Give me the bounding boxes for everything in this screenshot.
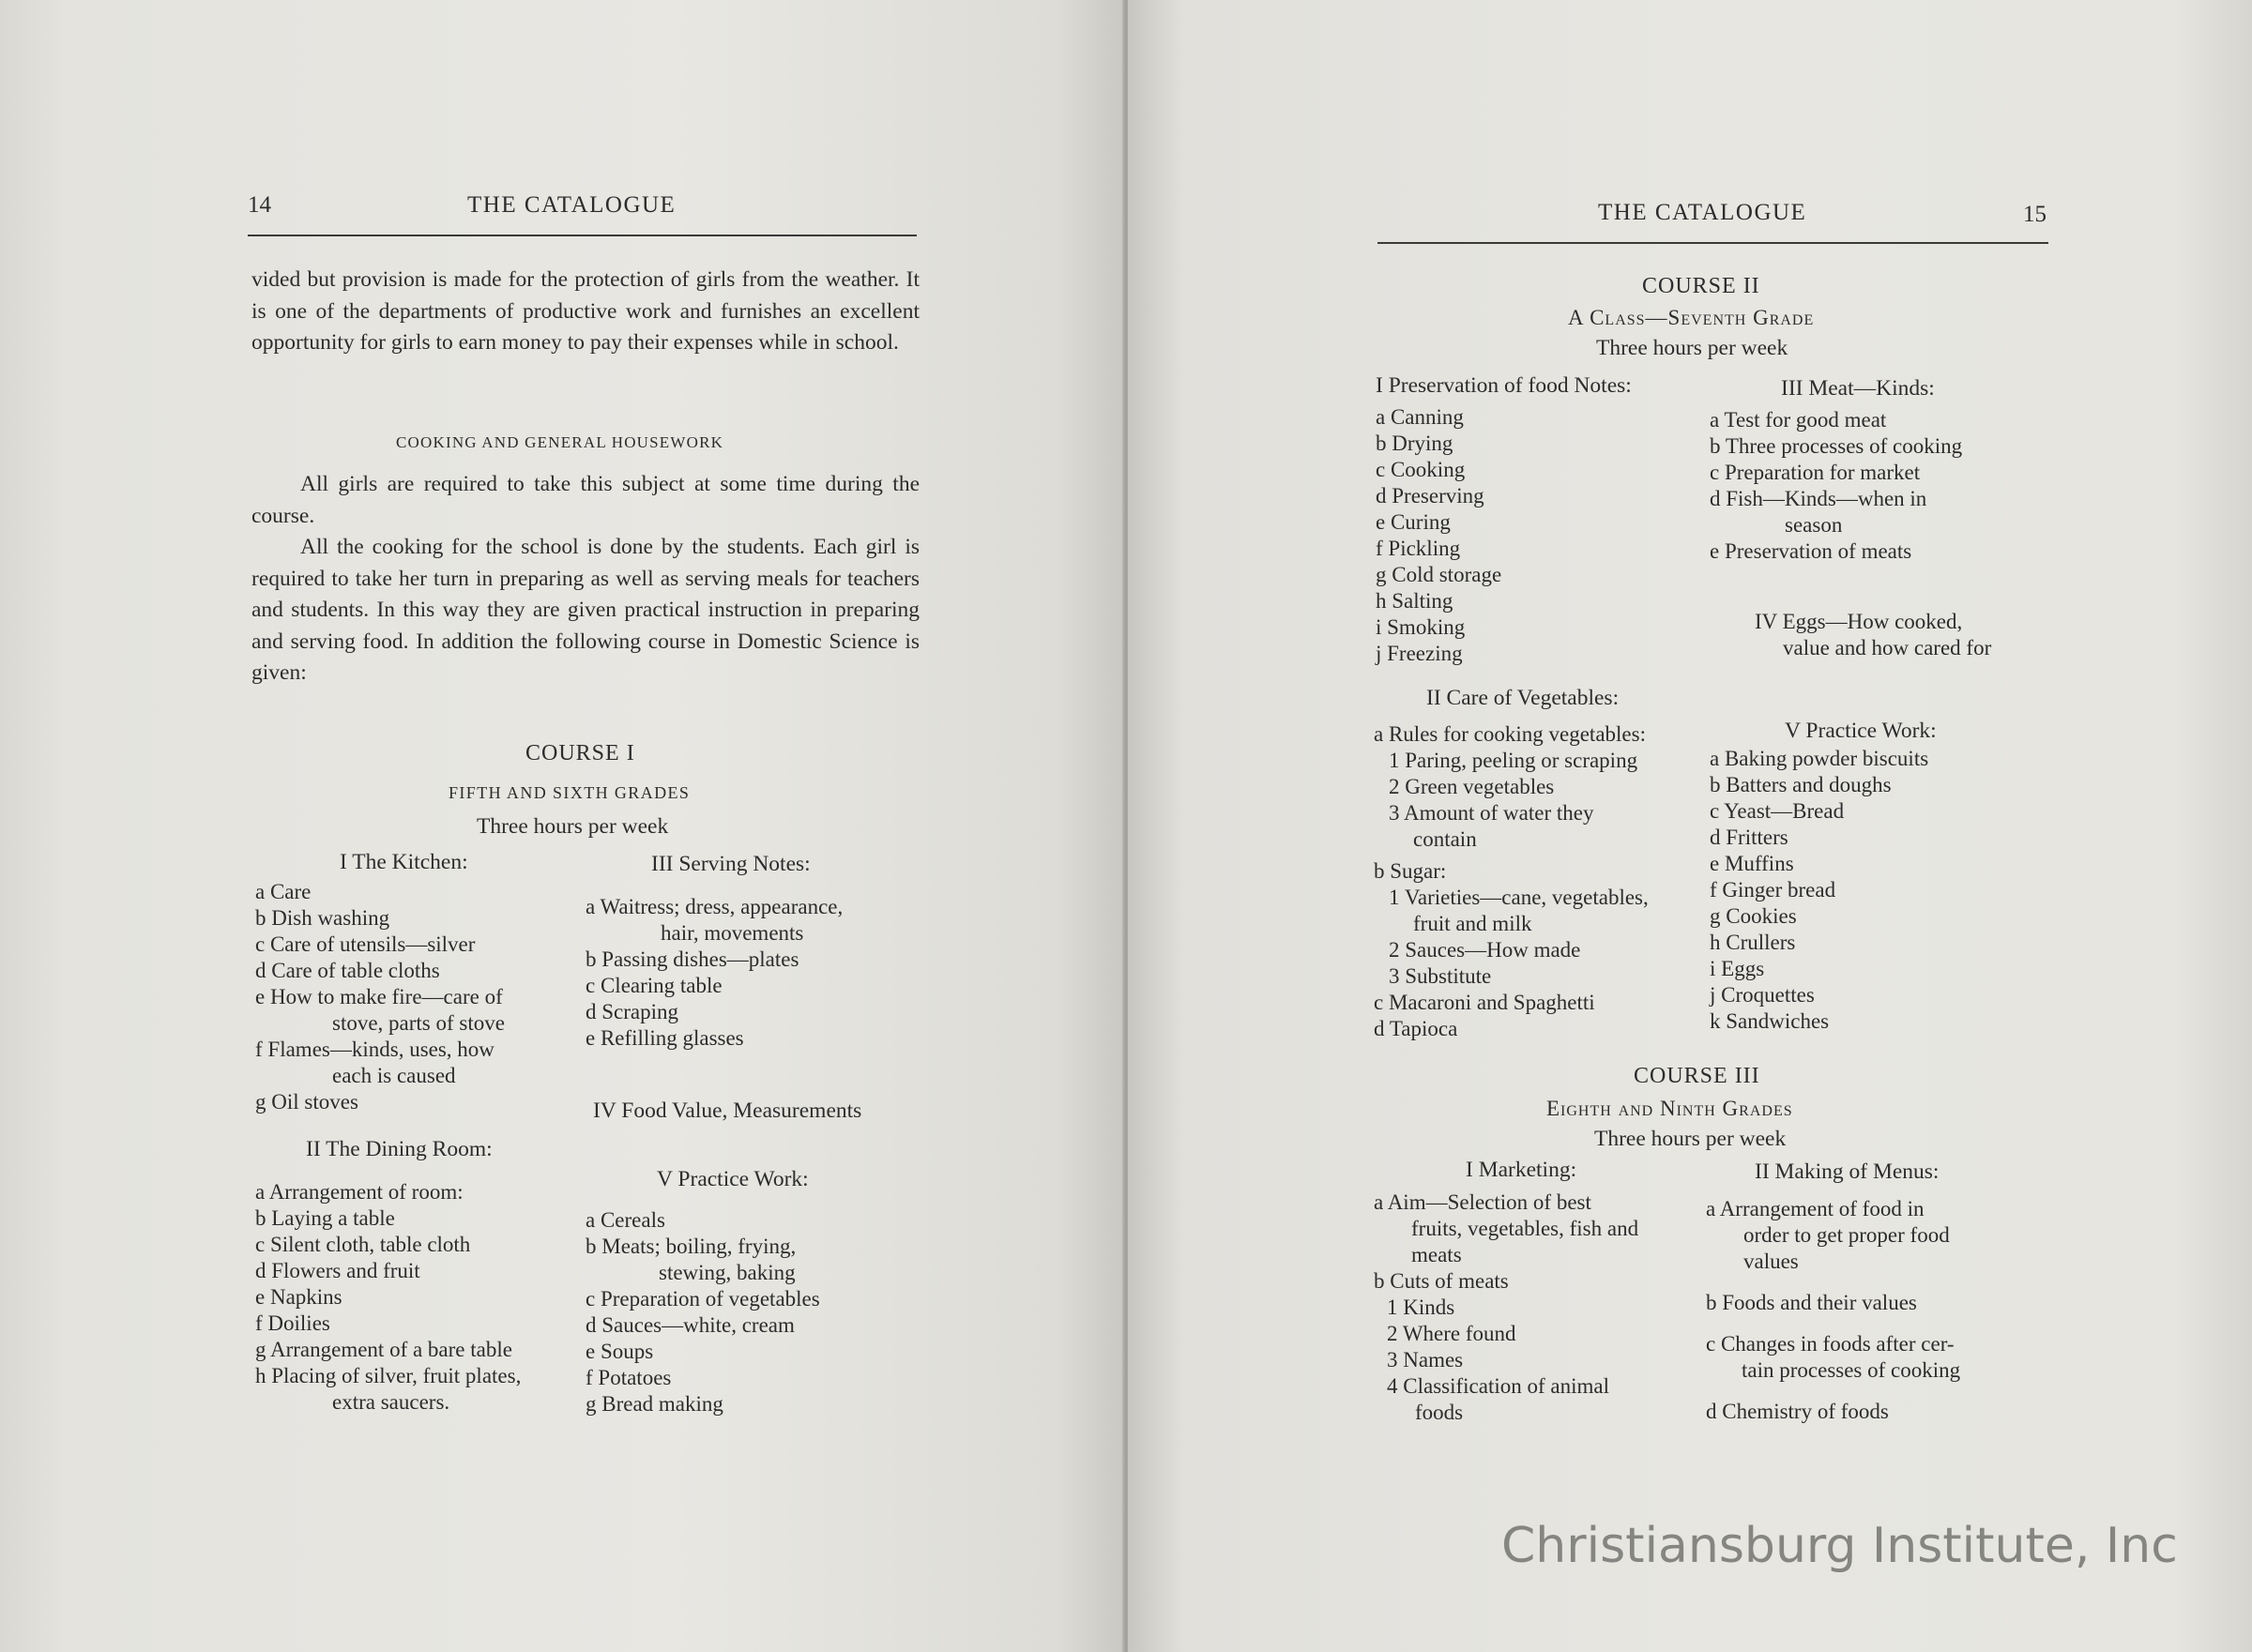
list-item: g Bread making <box>586 1392 723 1416</box>
list-item: d Tapioca <box>1374 1017 1458 1040</box>
list-item: 3 Names <box>1387 1348 1464 1372</box>
list-item: a Test for good meat <box>1710 408 1887 432</box>
list-item: c Cooking <box>1376 458 1466 481</box>
dining-heading: II The Dining Room: <box>306 1137 493 1161</box>
list-item: c Silent cloth, table cloth <box>255 1233 471 1256</box>
practice-heading: V Practice Work: <box>657 1167 809 1191</box>
course-3-title: COURSE III <box>1634 1064 1760 1088</box>
section-title: COOKING AND GENERAL HOUSEWORK <box>396 433 724 451</box>
list-item: e Preservation of meats <box>1710 539 1912 563</box>
list-item: d Preserving <box>1376 484 1484 508</box>
list-item: b Dish washing <box>255 906 390 930</box>
list-item: g Cookies <box>1710 904 1797 928</box>
list-item: d Scraping <box>586 1000 679 1023</box>
list-item: h Salting <box>1376 589 1453 613</box>
paragraph-text: All girls are required to take this subject at some time during the course. <box>251 472 920 528</box>
list-item: a Care <box>255 880 312 903</box>
practice-list <box>586 1207 820 1417</box>
list-item: 3 Substitute <box>1389 964 1492 988</box>
list-item: a Cereals <box>586 1208 665 1232</box>
list-item: 1 Paring, peeling or scraping <box>1389 749 1638 772</box>
list-item: c Clearing table <box>586 974 723 997</box>
list-item: a Aim—Selection of best <box>1374 1190 1591 1214</box>
list-item: c Yeast—Bread <box>1710 799 1845 823</box>
list-item: 2 Green vegetables <box>1389 775 1555 798</box>
list-item: j Croquettes <box>1710 983 1815 1007</box>
course-2-hours: Three hours per week <box>1596 336 1788 360</box>
list-item: f Flames—kinds, uses, how <box>255 1038 495 1061</box>
paragraph-text: All the cooking for the school is done by the students. Each girl is required to take her turn in preparing as well as serving meals for teachers and students. In this way they are given practical instruction in preparing and serving food. In addition the following course in Domestic Science is given: <box>251 535 920 685</box>
list-item: b Laying a table <box>255 1206 395 1230</box>
kitchen-list <box>255 879 505 1115</box>
left-intro-paragraph <box>251 265 920 359</box>
list-item: k Sandwiches <box>1710 1009 1830 1033</box>
list-item: d Flowers and fruit <box>255 1259 420 1282</box>
list-item: value and how cared for <box>1783 636 1992 659</box>
practice-2-heading: V Practice Work: <box>1785 719 1937 743</box>
list-item: e How to make fire—care of <box>255 985 503 1008</box>
list-item: g Arrangement of a bare table <box>255 1338 512 1361</box>
dining-list <box>255 1179 521 1416</box>
right-header-rule <box>1377 242 2048 244</box>
left-header-rule <box>248 235 917 236</box>
watermark: Christiansburg Institute, Inc <box>1501 1518 2178 1574</box>
list-item: i Smoking <box>1376 615 1466 639</box>
list-item: f Ginger bread <box>1710 878 1836 902</box>
list-item: a Arrangement of food in <box>1706 1197 1925 1220</box>
marketing-heading: I Marketing: <box>1466 1158 1577 1182</box>
list-item: 2 Where found <box>1387 1322 1516 1345</box>
list-item: a Waitress; dress, appearance, <box>586 895 844 918</box>
right-page-number: 15 <box>2023 202 2047 227</box>
list-item: fruit and milk <box>1413 912 1532 935</box>
list-item: 1 Kinds <box>1387 1296 1455 1319</box>
list-item: a Baking powder biscuits <box>1710 747 1929 770</box>
kitchen-heading: I The Kitchen: <box>340 850 468 874</box>
list-item: b Sugar: <box>1374 859 1447 883</box>
serving-list <box>586 894 843 1052</box>
menus-heading: II Making of Menus: <box>1755 1159 1940 1184</box>
list-item: i Eggs <box>1710 957 1765 980</box>
list-item: e Napkins <box>255 1285 342 1309</box>
meat-list <box>1710 407 1962 565</box>
list-item: hair, movements <box>661 921 804 945</box>
course-2-grades: A Class—Seventh Grade <box>1568 306 1815 329</box>
list-item: extra saucers. <box>332 1390 450 1414</box>
eggs-note <box>1755 609 1991 661</box>
list-item: e Curing <box>1376 510 1451 534</box>
list-item: c Care of utensils—silver <box>255 932 476 956</box>
vegetables-list <box>1374 721 1649 1042</box>
list-item: c Preparation for market <box>1710 461 1921 484</box>
list-item: b Cuts of meats <box>1374 1269 1509 1293</box>
preservation-heading: I Preservation of food Notes: <box>1376 373 1632 398</box>
list-item: g Cold storage <box>1376 563 1502 586</box>
list-item: each is caused <box>332 1064 456 1087</box>
list-item: d Fritters <box>1710 826 1788 849</box>
list-item: g Oil stoves <box>255 1090 358 1114</box>
list-item: f Pickling <box>1376 537 1461 560</box>
list-item: values <box>1743 1250 1799 1273</box>
list-item: h Crullers <box>1710 931 1796 954</box>
list-item: order to get proper food <box>1743 1223 1950 1247</box>
list-item: season <box>1785 513 1843 537</box>
list-item: e Muffins <box>1710 852 1794 875</box>
preservation-list <box>1376 404 1501 667</box>
list-item: d Fish—Kinds—when in <box>1710 487 1927 510</box>
list-item: 1 Varieties—cane, vegetables, <box>1389 886 1649 909</box>
list-item: stewing, baking <box>659 1261 796 1284</box>
menus-list <box>1706 1196 1960 1425</box>
list-item: meats <box>1411 1243 1462 1266</box>
list-item: f Potatoes <box>586 1366 672 1389</box>
left-page-number: 14 <box>248 192 271 218</box>
list-item: IV Eggs—How cooked, <box>1755 610 1963 633</box>
list-item: h Placing of silver, fruit plates, <box>255 1364 522 1387</box>
right-running-header: THE CATALOGUE <box>1598 200 1807 225</box>
list-item: b Foods and their values <box>1706 1291 1917 1314</box>
serving-heading: III Serving Notes: <box>651 852 811 876</box>
meat-heading: III Meat—Kinds: <box>1781 376 1935 401</box>
list-item: b Drying <box>1376 432 1453 455</box>
right-page <box>1128 0 2252 1652</box>
list-item: c Preparation of vegetables <box>586 1287 820 1311</box>
marketing-list <box>1374 1190 1638 1426</box>
paragraph-text: vided but provision is made for the protection of girls from the weather. It is one of the departments of productive work and furnishes an excellent opportunity for girls to earn money to pay their expenses while in school. <box>251 267 920 355</box>
course-1-hours: Three hours per week <box>477 814 669 839</box>
practice-2-list <box>1710 746 1928 1035</box>
list-item: e Refilling glasses <box>586 1026 744 1050</box>
list-item: b Passing dishes—plates <box>586 947 799 971</box>
list-item: 3 Amount of water they <box>1389 801 1594 825</box>
left-running-header: THE CATALOGUE <box>467 192 677 218</box>
list-item: d Care of table cloths <box>255 959 440 982</box>
list-item: foods <box>1415 1401 1464 1424</box>
list-item: a Arrangement of room: <box>255 1180 464 1204</box>
list-item: d Chemistry of foods <box>1706 1400 1889 1423</box>
list-item: c Changes in foods after cer- <box>1706 1332 1955 1356</box>
list-item: 2 Sauces—How made <box>1389 938 1581 962</box>
list-item: stove, parts of stove <box>332 1011 505 1035</box>
course-2-title: COURSE II <box>1642 274 1760 298</box>
list-item: fruits, vegetables, fish and <box>1411 1217 1639 1240</box>
list-item: d Sauces—white, cream <box>586 1313 795 1337</box>
list-item: 4 Classification of animal <box>1387 1374 1609 1398</box>
course-3-hours: Three hours per week <box>1594 1127 1787 1151</box>
course-3-grades: Eighth and Ninth Grades <box>1546 1097 1793 1120</box>
list-item: j Freezing <box>1376 642 1463 665</box>
section-paragraphs <box>251 469 920 690</box>
list-item: a Rules for cooking vegetables: <box>1374 722 1646 746</box>
food-value-heading: IV Food Value, Measurements <box>593 1099 862 1123</box>
list-item: f Doilies <box>255 1311 330 1335</box>
list-item: e Soups <box>586 1340 654 1363</box>
list-item: contain <box>1413 827 1477 851</box>
list-item: a Canning <box>1376 405 1464 429</box>
list-item: b Meats; boiling, frying, <box>586 1235 797 1258</box>
list-item: b Three processes of cooking <box>1710 434 1963 458</box>
vegetables-heading: II Care of Vegetables: <box>1426 686 1620 710</box>
course-1-grades: FIFTH AND SIXTH GRADES <box>449 783 691 802</box>
list-item: tain processes of cooking <box>1742 1358 1961 1382</box>
list-item: c Macaroni and Spaghetti <box>1374 991 1595 1014</box>
course-1-title: COURSE I <box>525 741 635 765</box>
list-item: b Batters and doughs <box>1710 773 1892 796</box>
